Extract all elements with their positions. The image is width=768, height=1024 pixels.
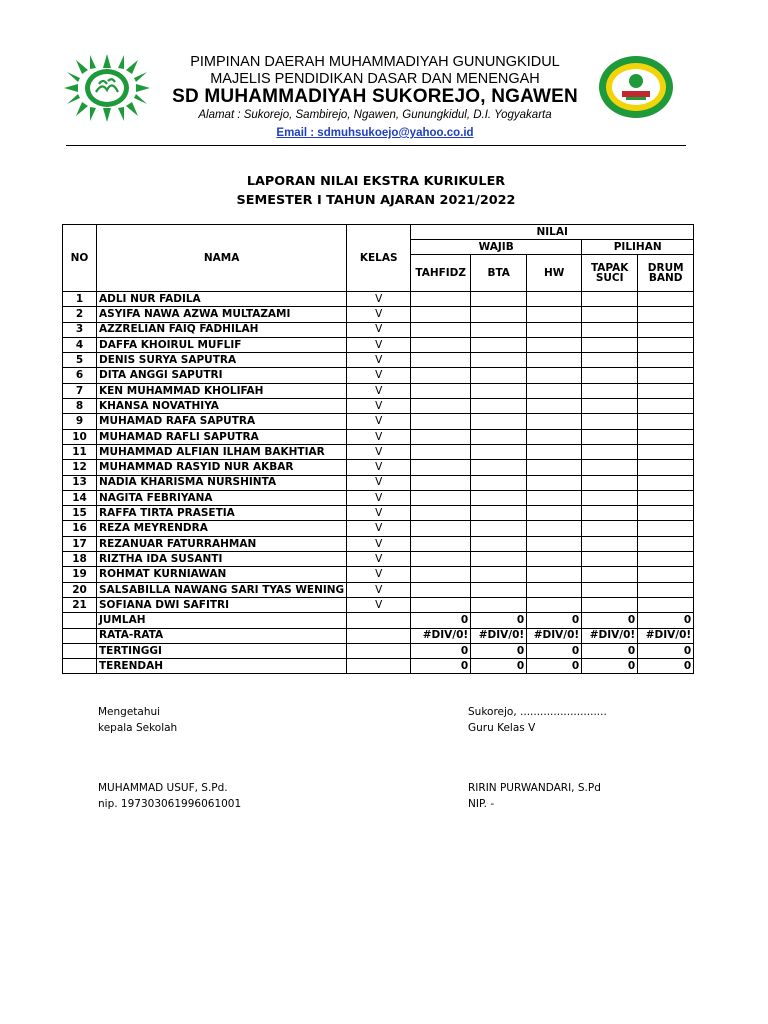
row-no: 10 [63,429,97,444]
student-name: KEN MUHAMMAD KHOLIFAH [97,383,347,398]
row-no: 15 [63,506,97,521]
row-no: 16 [63,521,97,536]
grade-cell [638,307,694,322]
grade-cell [527,322,582,337]
grade-cell [471,368,527,383]
student-class: V [347,383,411,398]
grade-cell [411,536,471,551]
grade-cell [411,353,471,368]
grade-cell [638,353,694,368]
student-name: REZA MEYRENDRA [97,521,347,536]
header-tahfidz: TAHFIDZ [411,255,471,292]
student-name: MUHAMMAD ALFIAN ILHAM BAKHTIAR [97,444,347,459]
grade-cell [527,414,582,429]
student-class: V [347,521,411,536]
header-tapak-suci: TAPAK SUCI [582,255,638,292]
student-row [63,337,694,352]
grade-cell [411,292,471,307]
grade-cell [582,383,638,398]
student-row [63,567,694,582]
student-name: NAGITA FEBRIYANA [97,490,347,505]
summary-value: 0 [638,659,694,674]
student-row [63,521,694,536]
summary-value: 0 [638,613,694,628]
muhammadiyah-logo-icon [64,54,150,122]
grade-cell [411,521,471,536]
summary-value: 0 [638,643,694,658]
grade-cell [527,506,582,521]
grade-cell [582,414,638,429]
student-row [63,307,694,322]
grade-table [62,224,694,674]
org-line-1: PIMPINAN DAERAH MUHAMMADIYAH GUNUNGKIDUL [190,54,560,70]
grade-cell [582,490,638,505]
summary-blank [347,643,411,658]
grade-cell [638,475,694,490]
grade-cell [527,444,582,459]
student-class: V [347,444,411,459]
grade-cell [411,322,471,337]
summary-blank [63,659,97,674]
grade-cell [582,429,638,444]
grade-cell [638,490,694,505]
summary-row [63,643,694,658]
student-row [63,475,694,490]
grade-cell [638,414,694,429]
grade-cell [527,353,582,368]
summary-value: 0 [411,613,471,628]
grade-cell [411,429,471,444]
row-no: 19 [63,567,97,582]
row-no: 6 [63,368,97,383]
report-title: LAPORAN NILAI EKSTRA KURIKULER [246,174,506,189]
row-no: 11 [63,444,97,459]
summary-blank [347,613,411,628]
student-name: NADIA KHARISMA NURSHINTA [97,475,347,490]
summary-value: 0 [471,659,527,674]
student-class: V [347,536,411,551]
principal-nip: nip. 197303061996061001 [98,798,242,810]
grade-cell [527,567,582,582]
school-email-link[interactable] [150,127,600,139]
grade-cell [527,292,582,307]
row-no: 12 [63,460,97,475]
grade-cell [527,368,582,383]
student-row [63,353,694,368]
header-drum-band: DRUM BAND [638,255,694,292]
grade-cell [471,383,527,398]
grade-cell [411,337,471,352]
student-name: MUHAMAD RAFA SAPUTRA [97,414,347,429]
grade-cell [411,399,471,414]
grade-cell [582,506,638,521]
grade-cell [638,383,694,398]
summary-value: #DIV/0! [471,628,527,643]
summary-blank [63,643,97,658]
grade-cell [471,353,527,368]
grade-cell [471,307,527,322]
student-row [63,444,694,459]
header-wajib: WAJIB [411,240,582,255]
student-name: ROHMAT KURNIAWAN [97,567,347,582]
grade-cell [638,444,694,459]
grade-cell [638,536,694,551]
row-no: 9 [63,414,97,429]
row-no: 7 [63,383,97,398]
student-class: V [347,490,411,505]
summary-value: 0 [527,613,582,628]
report-subtitle: SEMESTER I TAHUN AJARAN 2021/2022 [236,193,516,208]
summary-blank [347,628,411,643]
grade-cell [582,444,638,459]
grade-cell [638,399,694,414]
summary-row [63,613,694,628]
row-no: 13 [63,475,97,490]
student-class: V [347,414,411,429]
school-seal-icon [598,55,674,119]
student-name: DAFFA KHOIRUL MUFLIF [97,337,347,352]
acknowledge-label: Mengetahui [98,706,161,718]
grade-cell [471,414,527,429]
grade-cell [411,460,471,475]
grade-cell [471,567,527,582]
grade-cell [638,460,694,475]
grade-cell [527,552,582,567]
student-name: KHANSA NOVATHIYA [97,399,347,414]
header-nama: NAMA [97,225,347,292]
summary-label: RATA-RATA [97,628,347,643]
student-row [63,506,694,521]
grade-cell [471,337,527,352]
grade-cell [582,567,638,582]
grade-cell [471,292,527,307]
student-class: V [347,368,411,383]
student-name: ASYIFA NAWA AZWA MULTAZAMI [97,307,347,322]
grade-cell [527,337,582,352]
student-name: REZANUAR FATURRAHMAN [97,536,347,551]
student-class: V [347,460,411,475]
grade-cell [411,475,471,490]
grade-cell [638,506,694,521]
grade-cell [471,490,527,505]
row-no: 17 [63,536,97,551]
grade-cell [527,536,582,551]
student-row [63,490,694,505]
org-line-2: MAJELIS PENDIDIKAN DASAR DAN MENENGAH [210,71,540,87]
student-class: V [347,552,411,567]
grade-cell [411,582,471,597]
student-class: V [347,429,411,444]
grade-cell [638,429,694,444]
summary-label: TERENDAH [97,659,347,674]
student-class: V [347,506,411,521]
grade-cell [638,552,694,567]
grade-cell [527,399,582,414]
row-no: 3 [63,322,97,337]
student-name: SALSABILLA NAWANG SARI TYAS WENING [97,582,347,597]
grade-cell [638,292,694,307]
grade-cell [582,536,638,551]
grade-cell [638,521,694,536]
grade-cell [582,292,638,307]
grade-cell [582,597,638,612]
summary-row [63,659,694,674]
grade-cell [582,460,638,475]
summary-blank [347,659,411,674]
grade-cell [471,536,527,551]
student-row [63,399,694,414]
student-name: RIZTHA IDA SUSANTI [97,552,347,567]
student-name: DITA ANGGI SAPUTRI [97,368,347,383]
summary-value: 0 [411,659,471,674]
student-class: V [347,307,411,322]
student-class: V [347,475,411,490]
header-nilai: NILAI [411,225,694,240]
teacher-nip: NIP. - [468,798,495,810]
grade-cell [527,490,582,505]
student-name: RAFFA TIRTA PRASETIA [97,506,347,521]
header-no: NO [63,225,97,292]
summary-value: 0 [471,613,527,628]
grade-cell [527,383,582,398]
grade-cell [471,552,527,567]
school-name: SD MUHAMMADIYAH SUKOREJO, NGAWEN [172,86,578,107]
row-no: 4 [63,337,97,352]
grade-cell [582,337,638,352]
summary-value: 0 [582,613,638,628]
summary-value: 0 [471,643,527,658]
student-name: DENIS SURYA SAPUTRA [97,353,347,368]
principal-name: MUHAMMAD USUF, S.Pd. [98,782,228,794]
student-row [63,597,694,612]
grade-cell [527,460,582,475]
grade-cell [411,597,471,612]
student-row [63,322,694,337]
principal-title: kepala Sekolah [98,722,178,734]
row-no: 20 [63,582,97,597]
grade-cell [411,552,471,567]
summary-value: 0 [527,659,582,674]
grade-cell [582,552,638,567]
student-class: V [347,597,411,612]
grade-cell [582,582,638,597]
grade-cell [638,567,694,582]
grade-cell [411,506,471,521]
grade-cell [582,353,638,368]
grade-cell [582,368,638,383]
row-no: 14 [63,490,97,505]
grade-cell [638,322,694,337]
school-address: Alamat : Sukorejo, Sambirejo, Ngawen, Gunungkidul, D.I. Yogyakarta [198,109,552,121]
student-row [63,429,694,444]
student-class: V [347,337,411,352]
summary-blank [63,628,97,643]
row-no: 21 [63,597,97,612]
grade-cell [471,582,527,597]
summary-label: TERTINGGI [97,643,347,658]
summary-value: #DIV/0! [527,628,582,643]
grade-cell [411,490,471,505]
teacher-title: Guru Kelas V [468,722,536,734]
grade-cell [527,475,582,490]
student-row [63,460,694,475]
grade-cell [582,475,638,490]
student-name: MUHAMAD RAFLI SAPUTRA [97,429,347,444]
grade-cell [471,506,527,521]
grade-cell [411,414,471,429]
grade-cell [411,383,471,398]
grade-cell [471,444,527,459]
student-name: SOFIANA DWI SAFITRI [97,597,347,612]
row-no: 2 [63,307,97,322]
header-divider [66,145,686,146]
summary-value: 0 [411,643,471,658]
grade-cell [638,582,694,597]
row-no: 5 [63,353,97,368]
grade-cell [471,475,527,490]
grade-cell [582,521,638,536]
grade-cell [411,307,471,322]
student-class: V [347,399,411,414]
summary-value: #DIV/0! [638,628,694,643]
grade-cell [471,460,527,475]
student-row [63,552,694,567]
student-name: AZZRELIAN FAIQ FADHILAH [97,322,347,337]
grade-cell [471,521,527,536]
summary-value: 0 [527,643,582,658]
student-row [63,414,694,429]
student-name: MUHAMMAD RASYID NUR AKBAR [97,460,347,475]
grade-cell [638,597,694,612]
grade-cell [471,597,527,612]
grade-cell [411,368,471,383]
summary-value: 0 [582,643,638,658]
grade-cell [471,429,527,444]
student-row [63,582,694,597]
grade-cell [411,444,471,459]
student-row [63,536,694,551]
teacher-name: RIRIN PURWANDARI, S.Pd [468,782,601,794]
grade-cell [638,368,694,383]
grade-cell [527,582,582,597]
email-text: Email : sdmuhsukoejo@yahoo.co.id [276,127,474,139]
summary-blank [63,613,97,628]
grade-cell [527,597,582,612]
student-row [63,383,694,398]
row-no: 1 [63,292,97,307]
grade-cell [471,399,527,414]
student-class: V [347,582,411,597]
summary-row [63,628,694,643]
summary-value: #DIV/0! [582,628,638,643]
grade-cell [527,521,582,536]
grade-cell [638,337,694,352]
header-bta: BTA [471,255,527,292]
place-date: Sukorejo, .......................... [468,706,607,718]
grade-cell [527,429,582,444]
summary-value: #DIV/0! [411,628,471,643]
row-no: 18 [63,552,97,567]
summary-label: JUMLAH [97,613,347,628]
student-class: V [347,353,411,368]
grade-cell [527,307,582,322]
student-class: V [347,292,411,307]
row-no: 8 [63,399,97,414]
grade-cell [582,399,638,414]
student-row [63,368,694,383]
header-pilihan: PILIHAN [582,240,694,255]
summary-value: 0 [582,659,638,674]
header-hw: HW [527,255,582,292]
grade-cell [411,567,471,582]
header-kelas: KELAS [347,225,411,292]
student-class: V [347,322,411,337]
grade-cell [582,322,638,337]
grade-cell [471,322,527,337]
student-class: V [347,567,411,582]
student-name: ADLI NUR FADILA [97,292,347,307]
grade-cell [582,307,638,322]
student-row [63,292,694,307]
